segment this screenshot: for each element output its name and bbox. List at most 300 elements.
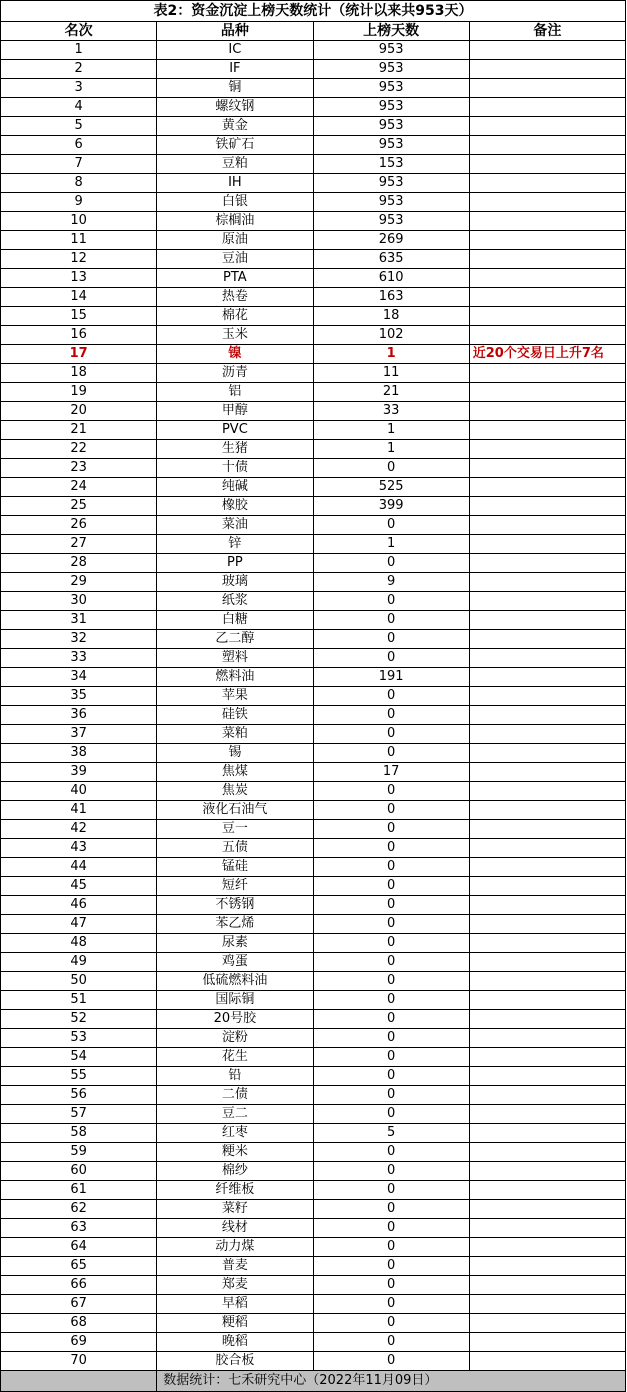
rank-cell: 48 [1, 934, 157, 953]
table-row [1, 725, 626, 744]
rank-cell: 65 [1, 1257, 157, 1276]
days-cell: 191 [313, 668, 469, 687]
name-cell: 白糖 [157, 611, 313, 630]
note-cell [469, 1257, 625, 1276]
note-cell [469, 725, 625, 744]
name-cell: PP [157, 554, 313, 573]
name-cell: 豆油 [157, 250, 313, 269]
table-row [1, 535, 626, 554]
rank-cell: 55 [1, 1067, 157, 1086]
rank-cell: 13 [1, 269, 157, 288]
table-row [1, 1048, 626, 1067]
note-cell [469, 516, 625, 535]
note-cell [469, 250, 625, 269]
note-cell: 近20个交易日上升7名 [469, 345, 625, 364]
rank-cell: 23 [1, 459, 157, 478]
footer-source: 数据统计：七禾研究中心（2022年11月09日） [157, 1371, 626, 1392]
rank-cell: 9 [1, 193, 157, 212]
note-cell [469, 459, 625, 478]
table-row [1, 231, 626, 250]
note-cell [469, 497, 625, 516]
name-cell: 豆一 [157, 820, 313, 839]
name-cell: 棉花 [157, 307, 313, 326]
days-cell: 0 [313, 877, 469, 896]
table-row [1, 497, 626, 516]
days-cell: 399 [313, 497, 469, 516]
name-cell: 低硫燃料油 [157, 972, 313, 991]
note-cell [469, 1352, 625, 1371]
name-cell: 乙二醇 [157, 630, 313, 649]
note-cell [469, 212, 625, 231]
name-cell: 锡 [157, 744, 313, 763]
days-cell: 0 [313, 1048, 469, 1067]
days-cell: 0 [313, 915, 469, 934]
note-cell [469, 896, 625, 915]
note-cell [469, 1295, 625, 1314]
days-cell: 102 [313, 326, 469, 345]
table-row [1, 687, 626, 706]
rank-cell: 24 [1, 478, 157, 497]
name-cell: 焦炭 [157, 782, 313, 801]
name-cell: 晚稻 [157, 1333, 313, 1352]
days-cell: 0 [313, 1352, 469, 1371]
rank-cell: 27 [1, 535, 157, 554]
name-cell: 原油 [157, 231, 313, 250]
table-row [1, 383, 626, 402]
title-row [1, 1, 626, 22]
name-cell: 淀粉 [157, 1029, 313, 1048]
days-cell: 0 [313, 554, 469, 573]
table-row [1, 421, 626, 440]
note-cell [469, 174, 625, 193]
name-cell: 锰硅 [157, 858, 313, 877]
rank-cell: 44 [1, 858, 157, 877]
rank-cell: 43 [1, 839, 157, 858]
table-row [1, 1257, 626, 1276]
rank-cell: 61 [1, 1181, 157, 1200]
name-cell: 铁矿石 [157, 136, 313, 155]
rank-cell: 10 [1, 212, 157, 231]
rank-cell: 12 [1, 250, 157, 269]
note-cell [469, 117, 625, 136]
note-cell [469, 592, 625, 611]
table-row [1, 1295, 626, 1314]
rank-cell: 32 [1, 630, 157, 649]
table-row [1, 250, 626, 269]
table-row [1, 1238, 626, 1257]
rank-cell: 50 [1, 972, 157, 991]
rank-cell: 28 [1, 554, 157, 573]
table-row [1, 649, 626, 668]
name-cell: 菜籽 [157, 1200, 313, 1219]
days-cell: 0 [313, 1276, 469, 1295]
rank-cell: 33 [1, 649, 157, 668]
days-cell: 0 [313, 782, 469, 801]
table-row [1, 1010, 626, 1029]
rank-cell: 68 [1, 1314, 157, 1333]
table-row [1, 117, 626, 136]
table-row [1, 1124, 626, 1143]
days-cell: 953 [313, 98, 469, 117]
name-cell: 沥青 [157, 364, 313, 383]
note-cell [469, 1219, 625, 1238]
name-cell: IC [157, 41, 313, 60]
days-cell: 0 [313, 1086, 469, 1105]
table-row [1, 212, 626, 231]
days-cell: 953 [313, 41, 469, 60]
name-cell: 鸡蛋 [157, 953, 313, 972]
days-cell: 0 [313, 953, 469, 972]
note-cell [469, 155, 625, 174]
table-row [1, 155, 626, 174]
note-cell [469, 611, 625, 630]
name-cell: 铜 [157, 79, 313, 98]
rank-cell: 4 [1, 98, 157, 117]
rank-cell: 58 [1, 1124, 157, 1143]
name-cell: 尿素 [157, 934, 313, 953]
days-cell: 0 [313, 934, 469, 953]
table-row [1, 174, 626, 193]
note-cell [469, 858, 625, 877]
rank-cell: 8 [1, 174, 157, 193]
table-row [1, 98, 626, 117]
header-rank: 名次 [1, 22, 157, 41]
days-cell: 0 [313, 1219, 469, 1238]
rank-cell: 57 [1, 1105, 157, 1124]
rank-cell: 62 [1, 1200, 157, 1219]
table-row [1, 896, 626, 915]
table-row [1, 1352, 626, 1371]
table-row [1, 364, 626, 383]
name-cell: 十债 [157, 459, 313, 478]
rank-cell: 2 [1, 60, 157, 79]
rank-cell: 60 [1, 1162, 157, 1181]
note-cell [469, 630, 625, 649]
table-row [1, 630, 626, 649]
name-cell: 热卷 [157, 288, 313, 307]
note-cell [469, 744, 625, 763]
note-cell [469, 478, 625, 497]
table-row [1, 592, 626, 611]
name-cell: 国际铜 [157, 991, 313, 1010]
table-row [1, 440, 626, 459]
days-cell: 953 [313, 193, 469, 212]
note-cell [469, 326, 625, 345]
note-cell [469, 934, 625, 953]
table-row [1, 345, 626, 364]
rank-cell: 30 [1, 592, 157, 611]
days-cell: 0 [313, 744, 469, 763]
days-cell: 0 [313, 896, 469, 915]
rank-cell: 67 [1, 1295, 157, 1314]
note-cell [469, 1067, 625, 1086]
name-cell: IH [157, 174, 313, 193]
days-cell: 33 [313, 402, 469, 421]
name-cell: 玻璃 [157, 573, 313, 592]
table-row [1, 1200, 626, 1219]
name-cell: 生猪 [157, 440, 313, 459]
note-cell [469, 573, 625, 592]
footer-spacer [1, 1371, 157, 1392]
note-cell [469, 421, 625, 440]
rank-cell: 1 [1, 41, 157, 60]
table-row [1, 991, 626, 1010]
table-row [1, 877, 626, 896]
table-row [1, 573, 626, 592]
note-cell [469, 1162, 625, 1181]
table-row [1, 60, 626, 79]
note-cell [469, 1105, 625, 1124]
name-cell: 五债 [157, 839, 313, 858]
name-cell: 豆二 [157, 1105, 313, 1124]
header-days: 上榜天数 [313, 22, 469, 41]
days-cell: 0 [313, 611, 469, 630]
rank-cell: 16 [1, 326, 157, 345]
rank-cell: 38 [1, 744, 157, 763]
name-cell: 菜粕 [157, 725, 313, 744]
days-cell: 0 [313, 839, 469, 858]
table-row [1, 668, 626, 687]
name-cell: 不锈钢 [157, 896, 313, 915]
days-cell: 0 [313, 972, 469, 991]
table-row [1, 1181, 626, 1200]
name-cell: 20号胶 [157, 1010, 313, 1029]
name-cell: 纯碱 [157, 478, 313, 497]
table-row [1, 79, 626, 98]
header-name: 品种 [157, 22, 313, 41]
days-cell: 0 [313, 858, 469, 877]
note-cell [469, 440, 625, 459]
note-cell [469, 1010, 625, 1029]
name-cell: 甲醇 [157, 402, 313, 421]
name-cell: 玉米 [157, 326, 313, 345]
rank-cell: 18 [1, 364, 157, 383]
rank-cell: 17 [1, 345, 157, 364]
note-cell [469, 763, 625, 782]
table-row [1, 326, 626, 345]
rank-cell: 5 [1, 117, 157, 136]
name-cell: 粳稻 [157, 1314, 313, 1333]
days-cell: 0 [313, 649, 469, 668]
days-cell: 0 [313, 820, 469, 839]
rank-cell: 47 [1, 915, 157, 934]
name-cell: 菜油 [157, 516, 313, 535]
days-cell: 0 [313, 687, 469, 706]
table-row [1, 269, 626, 288]
rank-cell: 25 [1, 497, 157, 516]
rank-cell: 21 [1, 421, 157, 440]
days-cell: 21 [313, 383, 469, 402]
rank-cell: 42 [1, 820, 157, 839]
table-row [1, 1162, 626, 1181]
days-cell: 18 [313, 307, 469, 326]
note-cell [469, 402, 625, 421]
rank-cell: 69 [1, 1333, 157, 1352]
days-cell: 0 [313, 592, 469, 611]
rank-cell: 26 [1, 516, 157, 535]
days-cell: 0 [313, 725, 469, 744]
days-cell: 1 [313, 535, 469, 554]
note-cell [469, 915, 625, 934]
name-cell: 早稻 [157, 1295, 313, 1314]
name-cell: 纸浆 [157, 592, 313, 611]
note-cell [469, 1314, 625, 1333]
note-cell [469, 535, 625, 554]
note-cell [469, 1124, 625, 1143]
rank-cell: 35 [1, 687, 157, 706]
note-cell [469, 687, 625, 706]
name-cell: 镍 [157, 345, 313, 364]
name-cell: 燃料油 [157, 668, 313, 687]
days-cell: 0 [313, 1105, 469, 1124]
name-cell: 红枣 [157, 1124, 313, 1143]
note-cell [469, 972, 625, 991]
header-note: 备注 [469, 22, 625, 41]
days-cell: 0 [313, 991, 469, 1010]
days-cell: 17 [313, 763, 469, 782]
days-cell: 0 [313, 1257, 469, 1276]
table-row [1, 459, 626, 478]
name-cell: 液化石油气 [157, 801, 313, 820]
note-cell [469, 953, 625, 972]
rank-cell: 22 [1, 440, 157, 459]
header-row [1, 22, 626, 41]
table-row [1, 307, 626, 326]
rank-cell: 52 [1, 1010, 157, 1029]
rank-cell: 37 [1, 725, 157, 744]
note-cell [469, 820, 625, 839]
days-cell: 269 [313, 231, 469, 250]
days-cell: 953 [313, 60, 469, 79]
name-cell: 锌 [157, 535, 313, 554]
note-cell [469, 383, 625, 402]
table-row [1, 611, 626, 630]
rank-cell: 64 [1, 1238, 157, 1257]
name-cell: 花生 [157, 1048, 313, 1067]
name-cell: 普麦 [157, 1257, 313, 1276]
days-cell: 9 [313, 573, 469, 592]
rank-cell: 70 [1, 1352, 157, 1371]
note-cell [469, 98, 625, 117]
table-row [1, 554, 626, 573]
note-cell [469, 668, 625, 687]
name-cell: 白银 [157, 193, 313, 212]
days-cell: 0 [313, 630, 469, 649]
rank-cell: 36 [1, 706, 157, 725]
rank-cell: 46 [1, 896, 157, 915]
table-row [1, 858, 626, 877]
table-row [1, 193, 626, 212]
table-row [1, 972, 626, 991]
note-cell [469, 269, 625, 288]
name-cell: 硅铁 [157, 706, 313, 725]
name-cell: 二债 [157, 1086, 313, 1105]
days-cell: 0 [313, 1314, 469, 1333]
table-row [1, 41, 626, 60]
days-cell: 0 [313, 1143, 469, 1162]
note-cell [469, 706, 625, 725]
note-cell [469, 1333, 625, 1352]
rank-cell: 15 [1, 307, 157, 326]
table-row [1, 478, 626, 497]
rank-cell: 59 [1, 1143, 157, 1162]
days-cell: 953 [313, 174, 469, 193]
rank-cell: 34 [1, 668, 157, 687]
days-cell: 0 [313, 1295, 469, 1314]
note-cell [469, 1238, 625, 1257]
table-row [1, 1276, 626, 1295]
table-row [1, 288, 626, 307]
table-row [1, 744, 626, 763]
rank-cell: 56 [1, 1086, 157, 1105]
table-row [1, 516, 626, 535]
table-row [1, 820, 626, 839]
note-cell [469, 991, 625, 1010]
days-cell: 0 [313, 1162, 469, 1181]
days-cell: 153 [313, 155, 469, 174]
days-cell: 0 [313, 516, 469, 535]
note-cell [469, 41, 625, 60]
rank-cell: 45 [1, 877, 157, 896]
table-row [1, 136, 626, 155]
name-cell: 黄金 [157, 117, 313, 136]
note-cell [469, 782, 625, 801]
name-cell: PTA [157, 269, 313, 288]
days-cell: 0 [313, 1238, 469, 1257]
rank-cell: 63 [1, 1219, 157, 1238]
name-cell: 豆粕 [157, 155, 313, 174]
rank-cell: 41 [1, 801, 157, 820]
name-cell: 铝 [157, 383, 313, 402]
name-cell: 螺纹钢 [157, 98, 313, 117]
note-cell [469, 364, 625, 383]
days-cell: 953 [313, 117, 469, 136]
name-cell: 苯乙烯 [157, 915, 313, 934]
name-cell: 线材 [157, 1219, 313, 1238]
table-row [1, 1219, 626, 1238]
days-cell: 525 [313, 478, 469, 497]
name-cell: 苹果 [157, 687, 313, 706]
name-cell: 橡胶 [157, 497, 313, 516]
rank-cell: 6 [1, 136, 157, 155]
note-cell [469, 231, 625, 250]
table-row [1, 1333, 626, 1352]
rank-cell: 40 [1, 782, 157, 801]
days-cell: 0 [313, 459, 469, 478]
days-cell: 0 [313, 706, 469, 725]
table-row [1, 839, 626, 858]
days-cell: 1 [313, 440, 469, 459]
name-cell: 铅 [157, 1067, 313, 1086]
rank-cell: 11 [1, 231, 157, 250]
name-cell: 棕榈油 [157, 212, 313, 231]
rank-cell: 39 [1, 763, 157, 782]
table-row [1, 1143, 626, 1162]
days-cell: 0 [313, 1181, 469, 1200]
days-cell: 0 [313, 801, 469, 820]
name-cell: 棉纱 [157, 1162, 313, 1181]
table-row [1, 915, 626, 934]
days-cell: 0 [313, 1333, 469, 1352]
rank-cell: 54 [1, 1048, 157, 1067]
table-row [1, 402, 626, 421]
note-cell [469, 1200, 625, 1219]
note-cell [469, 839, 625, 858]
note-cell [469, 288, 625, 307]
table-body [1, 1, 626, 1392]
days-cell: 0 [313, 1067, 469, 1086]
name-cell: 粳米 [157, 1143, 313, 1162]
